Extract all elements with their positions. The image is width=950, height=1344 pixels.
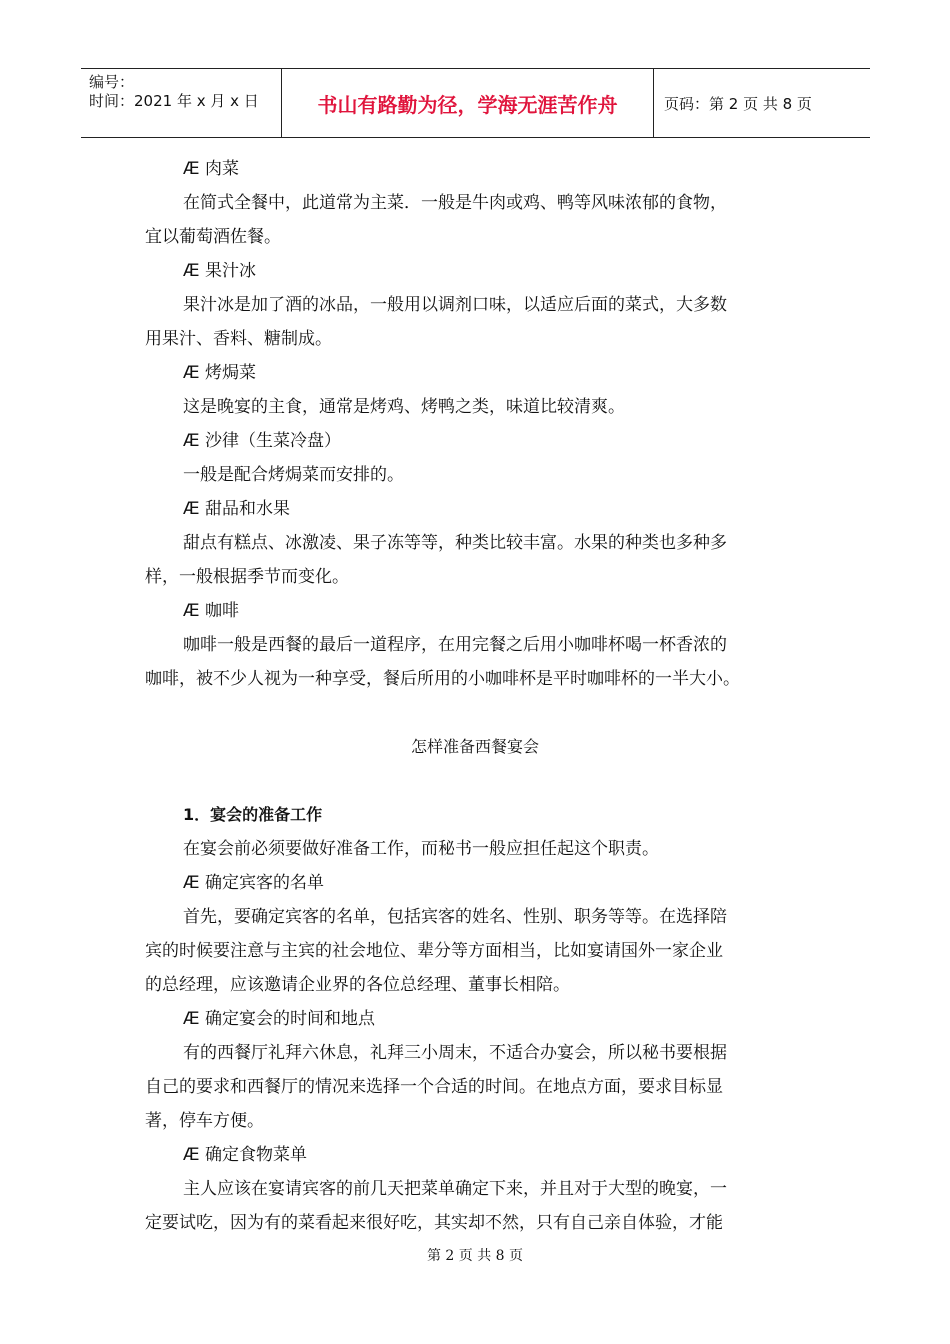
paragraph-line: 自己的要求和西餐厅的情况来选择一个合适的时间。在地点方面，要求目标显: [145, 1077, 723, 1097]
section-heading: 1．宴会的准备工作: [183, 805, 323, 824]
paragraph-line: 咖啡一般是西餐的最后一道程序，在用完餐之后用小咖啡杯喝一杯香浓的: [183, 635, 727, 655]
bullet-item: Æ 咖啡: [183, 601, 239, 621]
paragraph-line: 这是晚宴的主食，通常是烤鸡、烤鸭之类，味道比较清爽。: [183, 397, 625, 417]
paragraph-line: 用果汁、香料、糖制成。: [145, 329, 332, 349]
page-header: [81, 68, 870, 138]
document-body: [145, 152, 805, 1240]
bullet-item: Æ 烤焗菜: [183, 363, 256, 383]
paragraph-line: 甜点有糕点、冰激凌、果子冻等等，种类比较丰富。水果的种类也多种多: [183, 533, 727, 553]
bullet-icon: Æ: [183, 499, 200, 519]
paragraph-line: 主人应该在宴请宾客的前几天把菜单确定下来，并且对于大型的晚宴，一: [183, 1179, 727, 1199]
paragraph-line: 样，一般根据季节而变化。: [145, 567, 349, 587]
bullet-item: Æ 果汁冰: [183, 261, 256, 281]
bullet-icon: Æ: [183, 873, 200, 893]
bullet-item: Æ 肉菜: [183, 159, 239, 179]
bullet-icon: Æ: [183, 261, 200, 281]
bullet-icon: Æ: [183, 159, 200, 179]
time-label: 时间：2021 年 x 月 x 日: [89, 92, 259, 110]
section-title: 怎样准备西餐宴会: [410, 737, 539, 756]
bullet-item: Æ 确定食物菜单: [183, 1145, 307, 1165]
paragraph-line: 的总经理，应该邀请企业界的各位总经理、董事长相陪。: [145, 975, 570, 995]
bullet-icon: Æ: [183, 1009, 200, 1029]
bullet-item: Æ 确定宾客的名单: [183, 873, 324, 893]
paragraph-line: 咖啡，被不少人视为一种享受，餐后所用的小咖啡杯是平时咖啡杯的一半大小。: [145, 669, 740, 689]
paragraph-line: 有的西餐厅礼拜六休息，礼拜三小周末，不适合办宴会，所以秘书要根据: [183, 1043, 727, 1063]
bullet-item: Æ 确定宴会的时间和地点: [183, 1009, 375, 1029]
paragraph-line: 著，停车方便。: [145, 1111, 264, 1131]
paragraph-line: 在简式全餐中，此道常为主菜．一般是牛肉或鸡、鸭等风味浓郁的食物，: [183, 193, 727, 213]
bullet-item: Æ 沙律（生菜冷盘）: [183, 431, 341, 451]
paragraph-line: 宜以葡萄酒佐餐。: [145, 227, 281, 247]
paragraph-line: 在宴会前必须要做好准备工作，而秘书一般应担任起这个职责。: [183, 839, 659, 859]
header-meta: [81, 69, 282, 137]
paragraph-line: 果汁冰是加了酒的冰品，一般用以调剂口味，以适应后面的菜式，大多数: [183, 295, 727, 315]
paragraph-line: 首先，要确定宾客的名单，包括宾客的姓名、性别、职务等等。在选择陪: [183, 907, 727, 927]
bullet-item: Æ 甜品和水果: [183, 499, 290, 519]
header-page-info: 页码：第 2 页 共 8 页: [664, 94, 812, 113]
bullet-icon: Æ: [183, 1145, 200, 1165]
paragraph-line: 宾的时候要注意与主宾的社会地位、辈分等方面相当，比如宴请国外一家企业: [145, 941, 723, 961]
serial-label: 编号：: [89, 73, 135, 91]
header-motto: 书山有路勤为径，学海无涯苦作舟: [282, 69, 654, 137]
paragraph-line: 定要试吃，因为有的菜看起来很好吃，其实却不然，只有自己亲自体验，才能: [145, 1213, 723, 1233]
bullet-icon: Æ: [183, 363, 200, 383]
bullet-icon: Æ: [183, 601, 200, 621]
page-footer: 第 2 页 共 8 页: [426, 1248, 524, 1264]
paragraph-line: 一般是配合烤焗菜而安排的。: [183, 465, 404, 485]
bullet-icon: Æ: [183, 431, 200, 451]
